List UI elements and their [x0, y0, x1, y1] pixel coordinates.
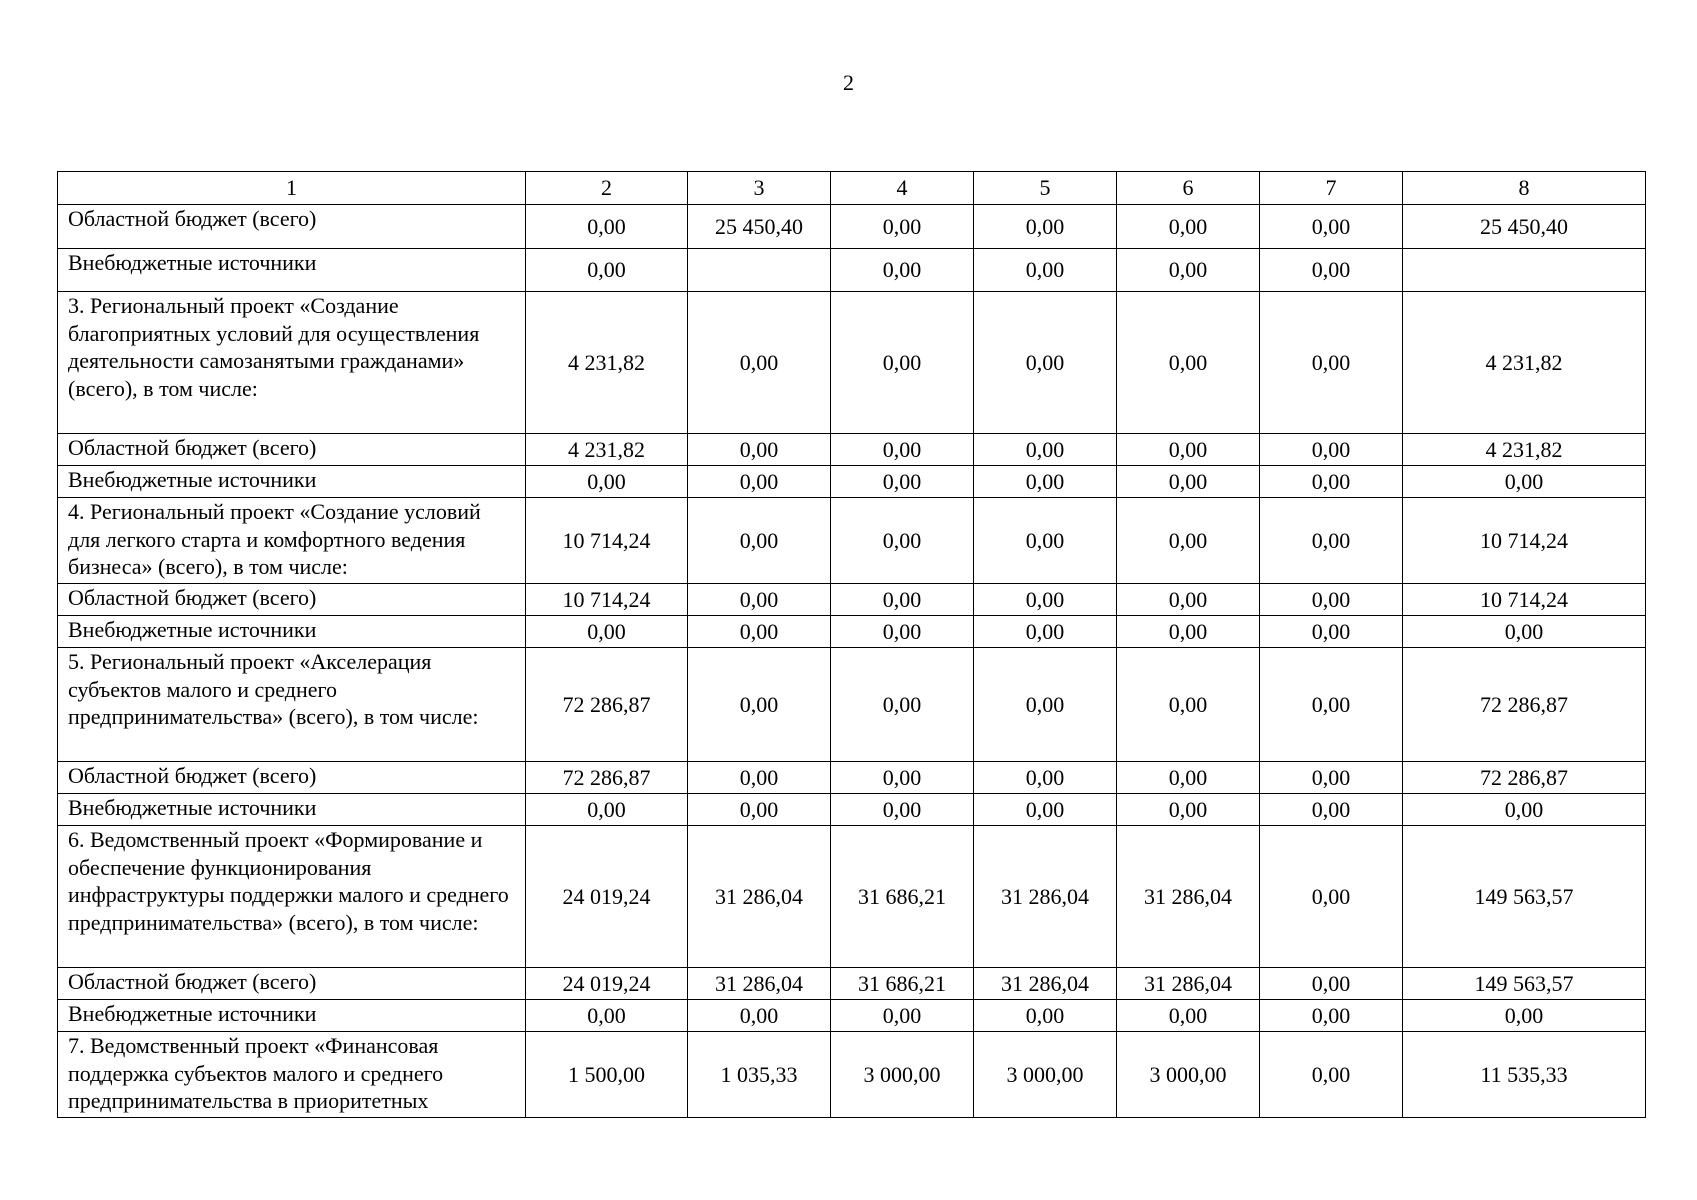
table-row	[58, 1032, 1646, 1118]
value-cell: 0,00	[688, 1000, 831, 1032]
value-cell: 0,00	[688, 648, 831, 762]
value-cell: 0,00	[1260, 498, 1403, 584]
value-cell: 0,00	[1117, 434, 1260, 466]
row-name-cell: 7. Ведомственный проект «Финансовая поддержка субъектов малого и среднего предпринимательства в приоритетных	[58, 1032, 526, 1118]
value-cell: 31 686,21	[831, 826, 974, 968]
value-cell: 0,00	[1117, 1000, 1260, 1032]
table-row	[58, 292, 1646, 434]
value-cell: 0,00	[1403, 466, 1646, 498]
column-number-cell: 4	[831, 172, 974, 205]
value-cell: 0,00	[526, 794, 688, 826]
value-cell: 0,00	[1117, 205, 1260, 249]
value-cell: 0,00	[974, 616, 1117, 648]
value-cell: 11 535,33	[1403, 1032, 1646, 1118]
table-row	[58, 968, 1646, 1000]
value-cell: 0,00	[1260, 968, 1403, 1000]
table-body	[58, 172, 1646, 1118]
value-cell: 1 500,00	[526, 1032, 688, 1118]
value-cell: 10 714,24	[1403, 498, 1646, 584]
value-cell: 0,00	[1260, 1000, 1403, 1032]
row-name-cell: Областной бюджет (всего)	[58, 434, 526, 466]
value-cell: 0,00	[831, 584, 974, 616]
value-cell: 10 714,24	[526, 498, 688, 584]
value-cell: 0,00	[1260, 466, 1403, 498]
table-row	[58, 762, 1646, 794]
row-name-cell: 3. Региональный проект «Создание благоприятных условий для осуществления деятельности самозанятыми гражданами» (всего), в том числе:	[58, 292, 526, 434]
value-cell: 0,00	[1260, 249, 1403, 292]
table-row	[58, 584, 1646, 616]
value-cell: 0,00	[526, 466, 688, 498]
column-number-cell: 6	[1117, 172, 1260, 205]
table-row	[58, 205, 1646, 249]
value-cell: 0,00	[974, 648, 1117, 762]
table-row	[58, 1000, 1646, 1032]
value-cell: 0,00	[974, 205, 1117, 249]
value-cell: 0,00	[831, 648, 974, 762]
value-cell: 0,00	[831, 762, 974, 794]
value-cell: 0,00	[831, 292, 974, 434]
value-cell	[1403, 249, 1646, 292]
column-number-cell: 5	[974, 172, 1117, 205]
value-cell: 25 450,40	[1403, 205, 1646, 249]
value-cell: 0,00	[1403, 794, 1646, 826]
table-row	[58, 616, 1646, 648]
value-cell: 72 286,87	[526, 648, 688, 762]
page-number: 2	[843, 70, 854, 95]
value-cell: 0,00	[688, 794, 831, 826]
value-cell: 4 231,82	[1403, 434, 1646, 466]
column-number-cell: 2	[526, 172, 688, 205]
value-cell: 0,00	[526, 1000, 688, 1032]
value-cell: 0,00	[974, 762, 1117, 794]
value-cell: 1 035,33	[688, 1032, 831, 1118]
column-number-cell: 8	[1403, 172, 1646, 205]
value-cell: 24 019,24	[526, 968, 688, 1000]
value-cell: 0,00	[526, 616, 688, 648]
row-name-cell: 4. Региональный проект «Создание условий для легкого старта и комфортного ведения бизнеса» (всего), в том числе:	[58, 498, 526, 584]
value-cell: 0,00	[1117, 762, 1260, 794]
value-cell: 31 286,04	[974, 826, 1117, 968]
row-name-cell: Областной бюджет (всего)	[58, 968, 526, 1000]
value-cell: 3 000,00	[974, 1032, 1117, 1118]
value-cell: 0,00	[688, 292, 831, 434]
value-cell: 0,00	[688, 584, 831, 616]
value-cell: 0,00	[974, 434, 1117, 466]
value-cell: 0,00	[1260, 762, 1403, 794]
value-cell: 4 231,82	[1403, 292, 1646, 434]
row-name-cell: Областной бюджет (всего)	[58, 584, 526, 616]
table-row	[58, 794, 1646, 826]
value-cell: 149 563,57	[1403, 826, 1646, 968]
value-cell: 0,00	[1117, 794, 1260, 826]
value-cell: 31 686,21	[831, 968, 974, 1000]
value-cell: 25 450,40	[688, 205, 831, 249]
table-row	[58, 249, 1646, 292]
column-number-cell: 3	[688, 172, 831, 205]
value-cell: 31 286,04	[974, 968, 1117, 1000]
value-cell: 0,00	[974, 292, 1117, 434]
value-cell: 0,00	[1117, 292, 1260, 434]
value-cell: 0,00	[831, 249, 974, 292]
row-name-cell: Внебюджетные источники	[58, 794, 526, 826]
budget-table	[57, 171, 1646, 1118]
value-cell: 149 563,57	[1403, 968, 1646, 1000]
row-name-cell: Внебюджетные источники	[58, 249, 526, 292]
value-cell: 31 286,04	[1117, 826, 1260, 968]
value-cell: 0,00	[831, 616, 974, 648]
value-cell: 0,00	[1260, 205, 1403, 249]
value-cell: 0,00	[1260, 584, 1403, 616]
value-cell: 72 286,87	[1403, 648, 1646, 762]
value-cell: 0,00	[526, 205, 688, 249]
table-row	[58, 434, 1646, 466]
value-cell: 4 231,82	[526, 434, 688, 466]
value-cell: 0,00	[974, 584, 1117, 616]
table-row	[58, 466, 1646, 498]
value-cell: 0,00	[1117, 648, 1260, 762]
value-cell: 0,00	[831, 434, 974, 466]
row-name-cell: Внебюджетные источники	[58, 466, 526, 498]
value-cell: 31 286,04	[688, 968, 831, 1000]
row-name-cell: 6. Ведомственный проект «Формирование и обеспечение функционирования инфраструктуры поддержки малого и среднего предпринимательства» (всего), в том числе:	[58, 826, 526, 968]
value-cell: 0,00	[1403, 616, 1646, 648]
value-cell: 31 286,04	[1117, 968, 1260, 1000]
value-cell: 72 286,87	[526, 762, 688, 794]
row-name-cell: Областной бюджет (всего)	[58, 762, 526, 794]
value-cell: 0,00	[831, 794, 974, 826]
value-cell: 0,00	[1117, 498, 1260, 584]
value-cell: 4 231,82	[526, 292, 688, 434]
value-cell: 0,00	[688, 434, 831, 466]
value-cell: 0,00	[974, 466, 1117, 498]
value-cell: 0,00	[831, 1000, 974, 1032]
value-cell: 0,00	[1117, 616, 1260, 648]
value-cell: 0,00	[688, 466, 831, 498]
value-cell: 10 714,24	[1403, 584, 1646, 616]
value-cell: 3 000,00	[1117, 1032, 1260, 1118]
value-cell: 0,00	[1117, 584, 1260, 616]
value-cell: 0,00	[526, 249, 688, 292]
row-name-cell: Областной бюджет (всего)	[58, 205, 526, 249]
value-cell	[688, 249, 831, 292]
value-cell: 0,00	[974, 794, 1117, 826]
value-cell: 0,00	[688, 616, 831, 648]
value-cell: 0,00	[688, 498, 831, 584]
column-number-row	[58, 172, 1646, 205]
value-cell: 0,00	[974, 498, 1117, 584]
value-cell: 31 286,04	[688, 826, 831, 968]
value-cell: 0,00	[1117, 249, 1260, 292]
value-cell: 24 019,24	[526, 826, 688, 968]
value-cell: 0,00	[1260, 648, 1403, 762]
row-name-cell: 5. Региональный проект «Акселерация субъектов малого и среднего предпринимательства» (всего), в том числе:	[58, 648, 526, 762]
value-cell: 3 000,00	[831, 1032, 974, 1118]
table-row	[58, 826, 1646, 968]
value-cell: 0,00	[831, 498, 974, 584]
table-row	[58, 498, 1646, 584]
table-row	[58, 648, 1646, 762]
value-cell: 0,00	[1260, 794, 1403, 826]
value-cell: 0,00	[1260, 1032, 1403, 1118]
value-cell: 0,00	[688, 762, 831, 794]
value-cell: 72 286,87	[1403, 762, 1646, 794]
value-cell: 0,00	[1117, 466, 1260, 498]
value-cell: 0,00	[1260, 826, 1403, 968]
row-name-cell: Внебюджетные источники	[58, 616, 526, 648]
value-cell: 0,00	[1260, 616, 1403, 648]
value-cell: 0,00	[1260, 292, 1403, 434]
value-cell: 0,00	[974, 249, 1117, 292]
value-cell: 0,00	[1403, 1000, 1646, 1032]
value-cell: 0,00	[831, 466, 974, 498]
value-cell: 10 714,24	[526, 584, 688, 616]
column-number-cell: 1	[58, 172, 526, 205]
value-cell: 0,00	[974, 1000, 1117, 1032]
value-cell: 0,00	[1260, 434, 1403, 466]
value-cell: 0,00	[831, 205, 974, 249]
column-number-cell: 7	[1260, 172, 1403, 205]
row-name-cell: Внебюджетные источники	[58, 1000, 526, 1032]
